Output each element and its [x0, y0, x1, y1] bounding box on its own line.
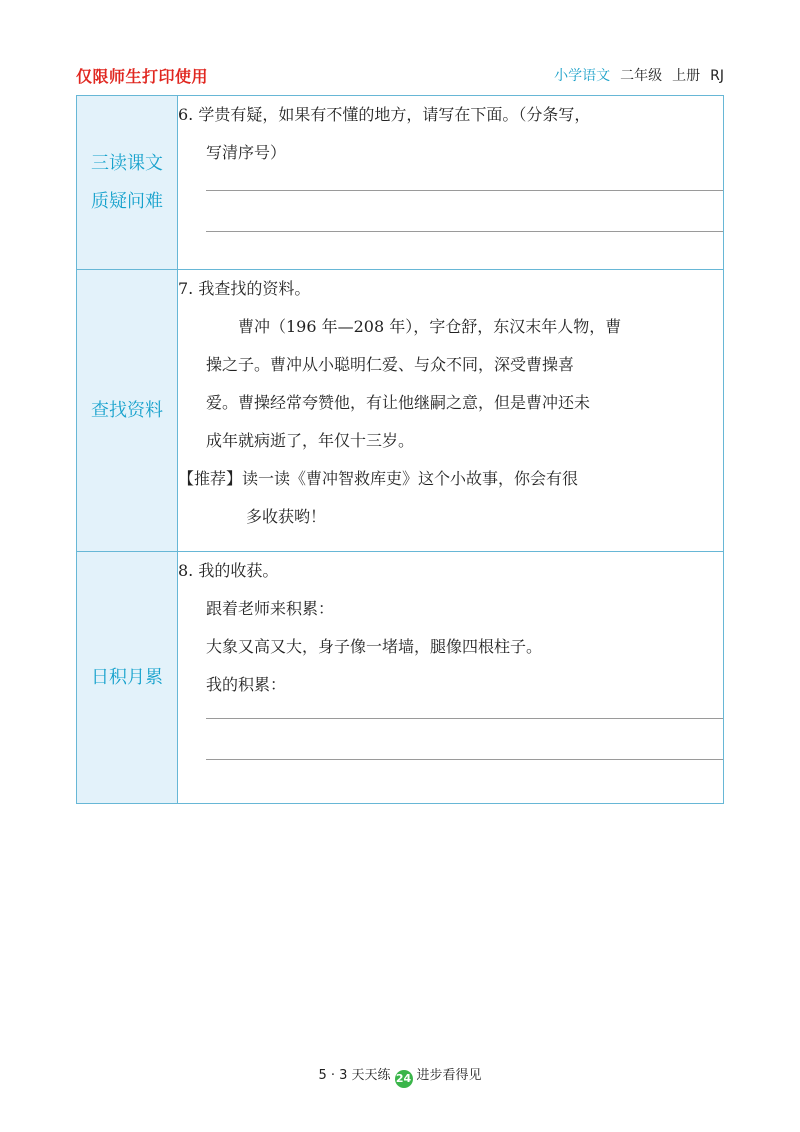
accumulate-intro: 跟着老师来积累：	[206, 599, 335, 618]
section-content	[178, 270, 724, 552]
section-label	[77, 552, 178, 804]
section-label-line: 日积月累	[91, 666, 163, 688]
question-7: 7. 我查找的资料。	[178, 279, 311, 298]
edition-label: RJ	[710, 68, 724, 84]
page-number: 24	[395, 1070, 413, 1088]
subject-label: 小学语文	[554, 68, 611, 84]
section-label-line: 查找资料	[91, 399, 163, 421]
exercise-table	[76, 95, 724, 804]
question-6-cont: 写清序号）	[206, 143, 287, 162]
material-para-line: 爱。曹操经常夸赞他，有让他继嗣之意，但是曹冲还未	[206, 393, 591, 412]
section-row	[77, 270, 724, 552]
answer-line[interactable]	[206, 759, 723, 760]
footer-slogan: 进步看得见	[416, 1068, 482, 1083]
accumulate-example: 大象又高又大，身子像一堵墙，腿像四根柱子。	[206, 637, 543, 656]
my-accumulate-label: 我的积累：	[206, 675, 287, 694]
material-para-line: 成年就病逝了，年仅十三岁。	[206, 431, 415, 450]
section-content	[178, 552, 724, 804]
recommendation: 【推荐】读一读《曹冲智救库吏》这个小故事，你会有很	[178, 469, 579, 488]
page-footer	[0, 1064, 800, 1088]
footer-brand: 5 · 3 天天练	[318, 1068, 391, 1083]
material-para-line: 曹冲（196 年—208 年），字仓舒，东汉末年人物，曹	[238, 317, 622, 336]
section-row	[77, 552, 724, 804]
recommendation-cont: 多收获哟！	[246, 507, 327, 526]
print-notice: 仅限师生打印使用	[76, 67, 209, 86]
grade-label: 二年级	[620, 68, 663, 84]
question-8: 8. 我的收获。	[178, 561, 279, 580]
answer-line[interactable]	[206, 231, 723, 232]
section-label	[77, 270, 178, 552]
book-info	[554, 65, 724, 85]
section-label-line: 三读课文	[91, 152, 163, 174]
volume-label: 上册	[672, 68, 701, 84]
material-para-line: 操之子。曹冲从小聪明仁爱、与众不同，深受曹操喜	[206, 355, 575, 374]
section-content	[178, 96, 724, 270]
section-label	[77, 96, 178, 270]
section-label-line: 质疑问难	[91, 190, 163, 212]
question-6: 6. 学贵有疑，如果有不懂的地方，请写在下面。（分条写，	[178, 105, 591, 124]
section-row	[77, 96, 724, 270]
